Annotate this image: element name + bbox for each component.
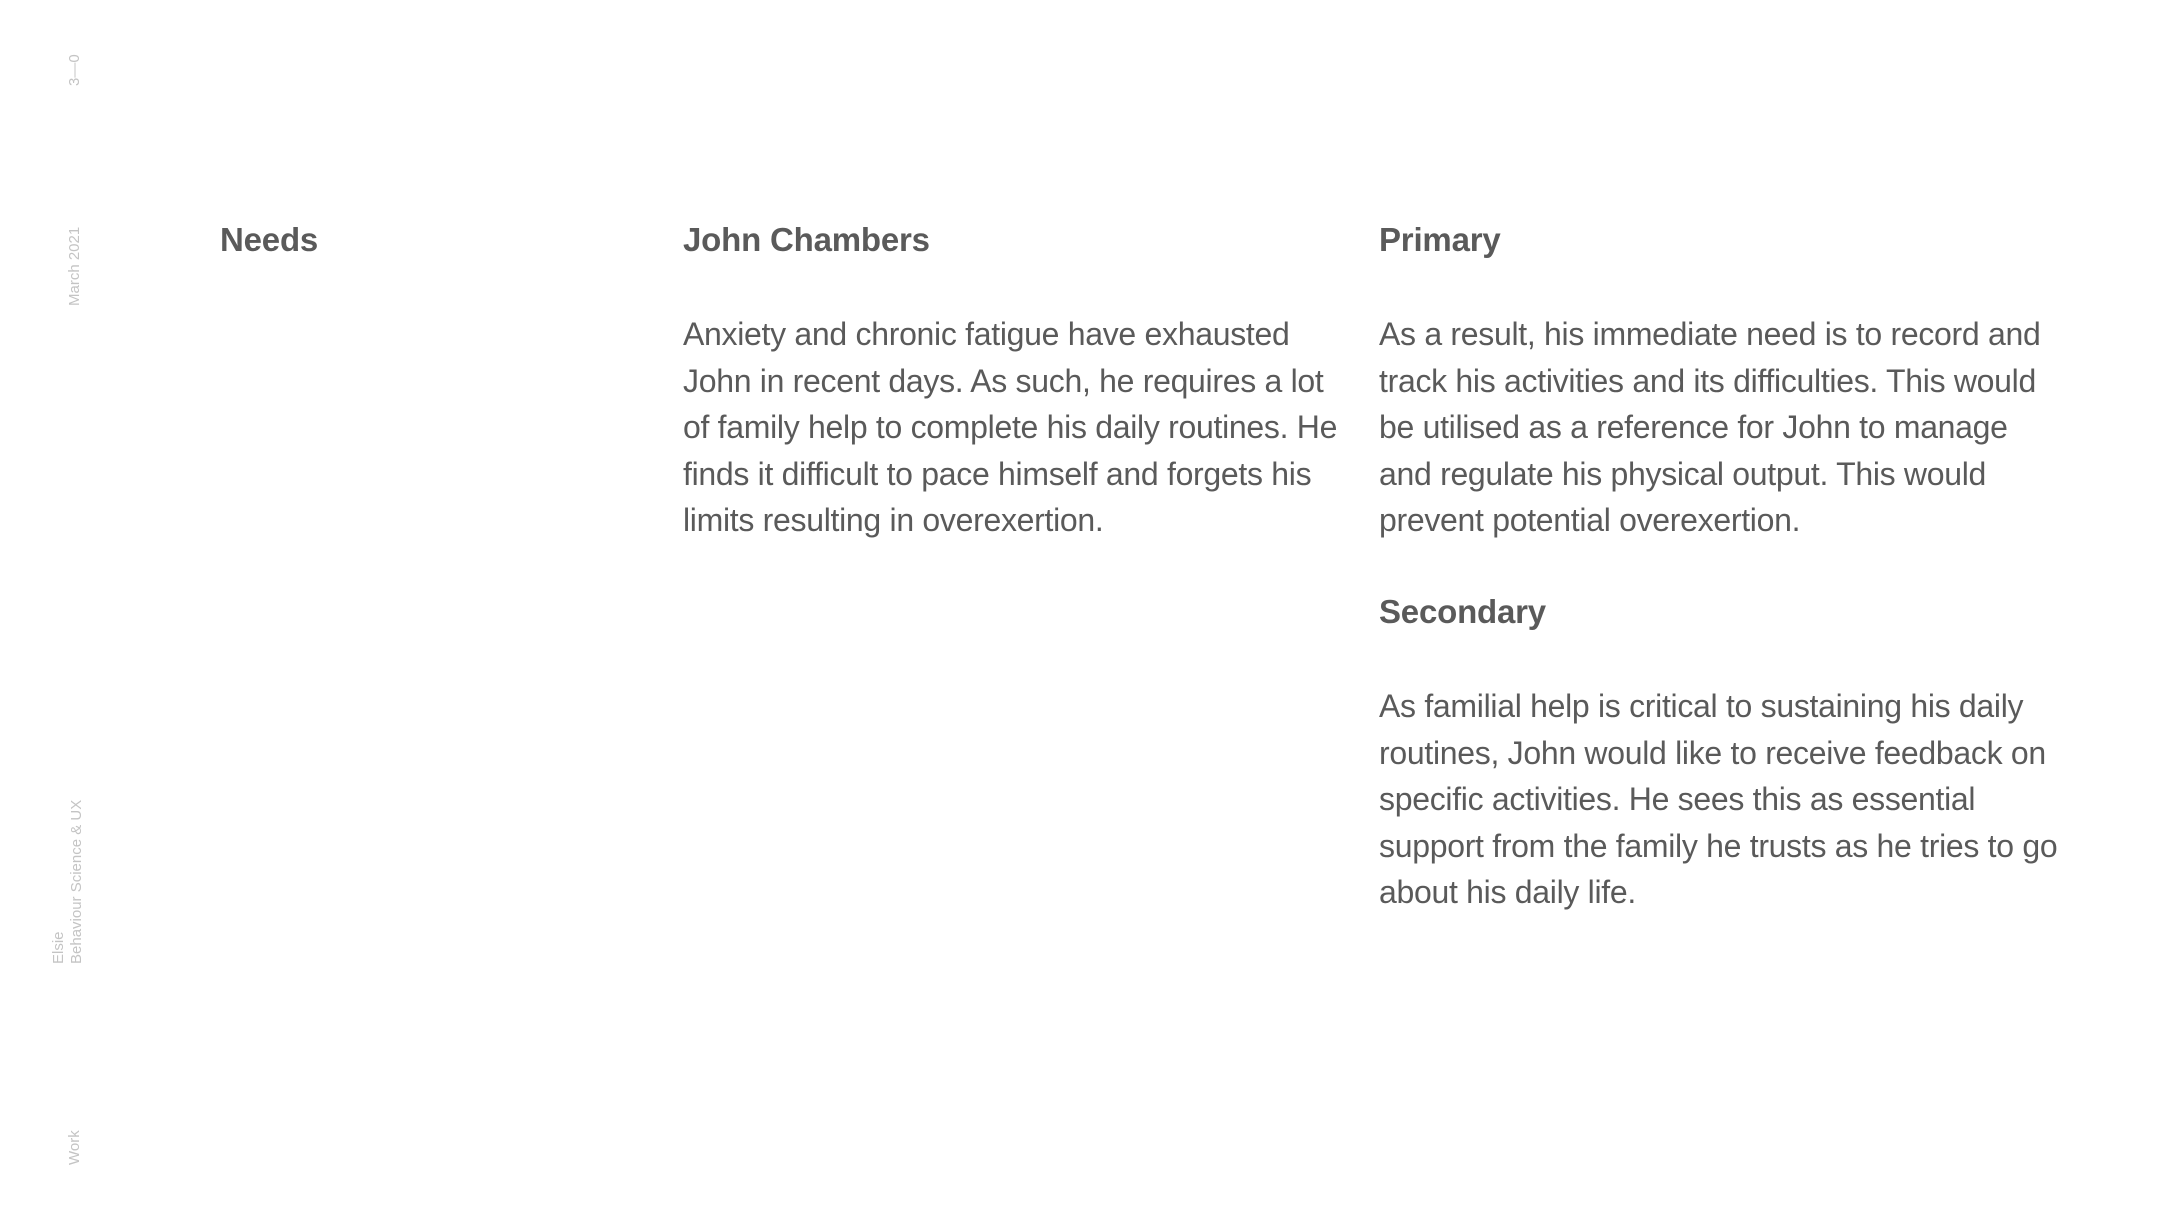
author-course-label bbox=[50, 800, 86, 964]
course-label: Behaviour Science & UX bbox=[68, 799, 85, 964]
primary-heading: Primary bbox=[1379, 221, 1501, 258]
page-number: 3—0 bbox=[66, 54, 83, 86]
secondary-need-text: As familial help is critical to sustaining his daily routines, John would like to receive feedback on specific activities. He sees this as essential support from the family he trusts as he tries to go about his daily life. bbox=[1379, 688, 2058, 910]
section-title: Needs bbox=[220, 221, 319, 258]
persona-name: John Chambers bbox=[683, 221, 930, 258]
section-label: Work bbox=[66, 1130, 83, 1165]
author-label: Elsie bbox=[50, 931, 67, 964]
secondary-heading: Secondary bbox=[1379, 593, 1546, 630]
date-label: March 2021 bbox=[66, 226, 83, 306]
persona-description: Anxiety and chronic fatigue have exhausted John in recent days. As such, he requires a lot of family help to complete his daily routines. He finds it difficult to pace himself and forgets his limits resulting in overexertion. bbox=[683, 316, 1338, 538]
primary-need-text: As a result, his immediate need is to record and track his activities and its difficulties. This would be utilised as a reference for John to manage and regulate his physical output. This would prevent potential overexertion. bbox=[1379, 316, 2041, 538]
